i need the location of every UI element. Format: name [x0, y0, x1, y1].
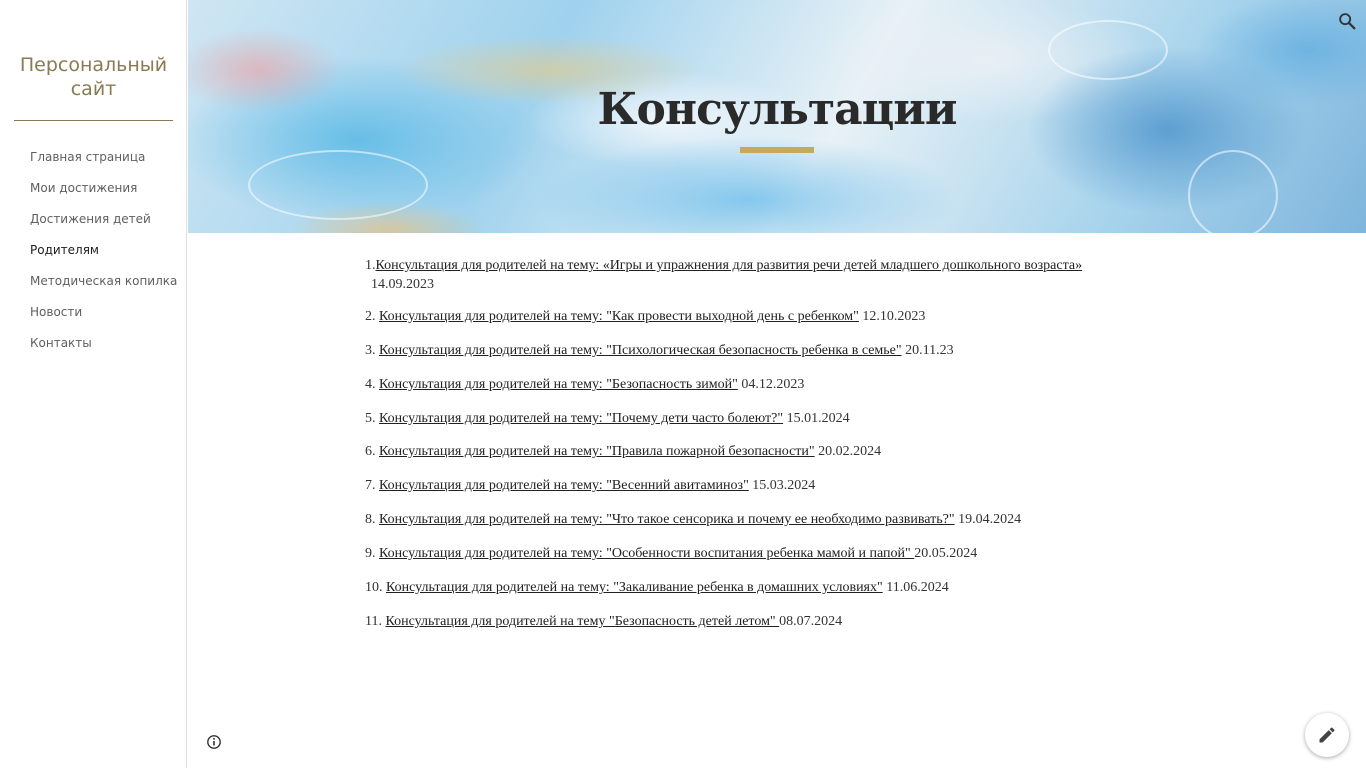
consultation-link[interactable]: Консультация для родителей на тему: «Игры и упражнения для развития речи детей младшего дошкольного возраста» — [375, 258, 1083, 273]
site-title[interactable]: Персональный сайт — [19, 54, 168, 100]
search-icon[interactable] — [1336, 10, 1358, 32]
consultation-link[interactable]: Консультация для родителей на тему: "Что такое сенсорика и почему ее необходимо развивать?" — [379, 512, 955, 527]
item-number: 9. — [365, 546, 379, 561]
item-date: 12.10.2023 — [862, 309, 926, 324]
item-number: 5. — [365, 411, 379, 426]
consultation-link[interactable]: Консультация для родителей на тему: "Как провести выходной день с ребенком" — [379, 309, 859, 324]
list-item — [365, 476, 1265, 495]
item-number: 3. — [365, 343, 379, 358]
consultation-link[interactable]: Консультация для родителей на тему: "Почему дети часто болеют?" — [379, 411, 784, 426]
sidebar-item-methodical-collection[interactable]: Методическая копилка — [30, 274, 178, 288]
hero-decoration — [248, 150, 428, 220]
consultation-link[interactable]: Консультация для родителей на тему "Безопасность детей летом" — [385, 614, 780, 629]
sidebar-item-parents[interactable]: Родителям — [30, 243, 99, 257]
item-date: 14.09.2023 — [371, 277, 434, 292]
item-number: 11. — [365, 614, 386, 629]
list-item — [365, 375, 1265, 394]
item-date: 15.03.2024 — [752, 478, 816, 493]
pencil-icon — [1317, 725, 1337, 745]
info-icon[interactable] — [206, 734, 222, 750]
item-date: 20.11.23 — [905, 343, 954, 358]
hero-decoration — [1048, 20, 1168, 80]
consultation-link[interactable]: Консультация для родителей на тему: "Психологическая безопасность ребенка в семье" — [379, 343, 902, 358]
item-number: 6. — [365, 444, 379, 459]
list-item — [365, 307, 1265, 326]
consultation-link[interactable]: Консультация для родителей на тему: "Особенности воспитания ребенка мамой и папой" — [379, 546, 915, 561]
list-item — [365, 442, 1265, 461]
sidebar-item-my-achievements[interactable]: Мои достижения — [30, 181, 138, 195]
item-date: 19.04.2024 — [958, 512, 1022, 527]
item-date: 04.12.2023 — [741, 377, 805, 392]
consultation-link[interactable]: Консультация для родителей на тему: "Правила пожарной безопасности" — [379, 444, 815, 459]
list-item — [365, 544, 1265, 563]
consultation-link[interactable]: Консультация для родителей на тему: "Закаливание ребенка в домашних условиях" — [386, 580, 883, 595]
item-number: 8. — [365, 512, 379, 527]
sidebar-item-children-achievements[interactable]: Достижения детей — [30, 212, 151, 226]
list-item — [365, 510, 1265, 529]
list-item — [365, 341, 1265, 360]
sidebar-item-home[interactable]: Главная страница — [30, 150, 146, 164]
sidebar — [0, 0, 187, 768]
item-date: 15.01.2024 — [786, 411, 850, 426]
list-item — [365, 578, 1265, 597]
item-number: 1. — [365, 258, 376, 273]
item-number: 4. — [365, 377, 379, 392]
item-date: 08.07.2024 — [779, 614, 843, 629]
item-date: 20.05.2024 — [914, 546, 978, 561]
item-number: 10. — [365, 580, 386, 595]
list-item — [365, 256, 1265, 294]
item-number: 2. — [365, 309, 379, 324]
edit-button[interactable] — [1305, 713, 1349, 757]
item-number: 7. — [365, 478, 379, 493]
consultation-link[interactable]: Консультация для родителей на тему: "Весенний авитаминоз" — [379, 478, 749, 493]
title-accent-bar — [740, 147, 814, 153]
page-title: Консультации — [597, 84, 957, 135]
sidebar-item-contacts[interactable]: Контакты — [30, 336, 92, 350]
list-item — [365, 612, 1265, 631]
list-item — [365, 409, 1265, 428]
sidebar-item-news[interactable]: Новости — [30, 305, 83, 319]
sidebar-nav — [0, 142, 187, 359]
hero-decoration — [1188, 150, 1278, 233]
consultation-link[interactable]: Консультация для родителей на тему: "Безопасность зимой" — [379, 377, 738, 392]
title-divider — [14, 120, 173, 121]
hero-banner — [188, 0, 1366, 233]
item-date: 20.02.2024 — [818, 444, 882, 459]
item-date: 11.06.2024 — [886, 580, 949, 595]
